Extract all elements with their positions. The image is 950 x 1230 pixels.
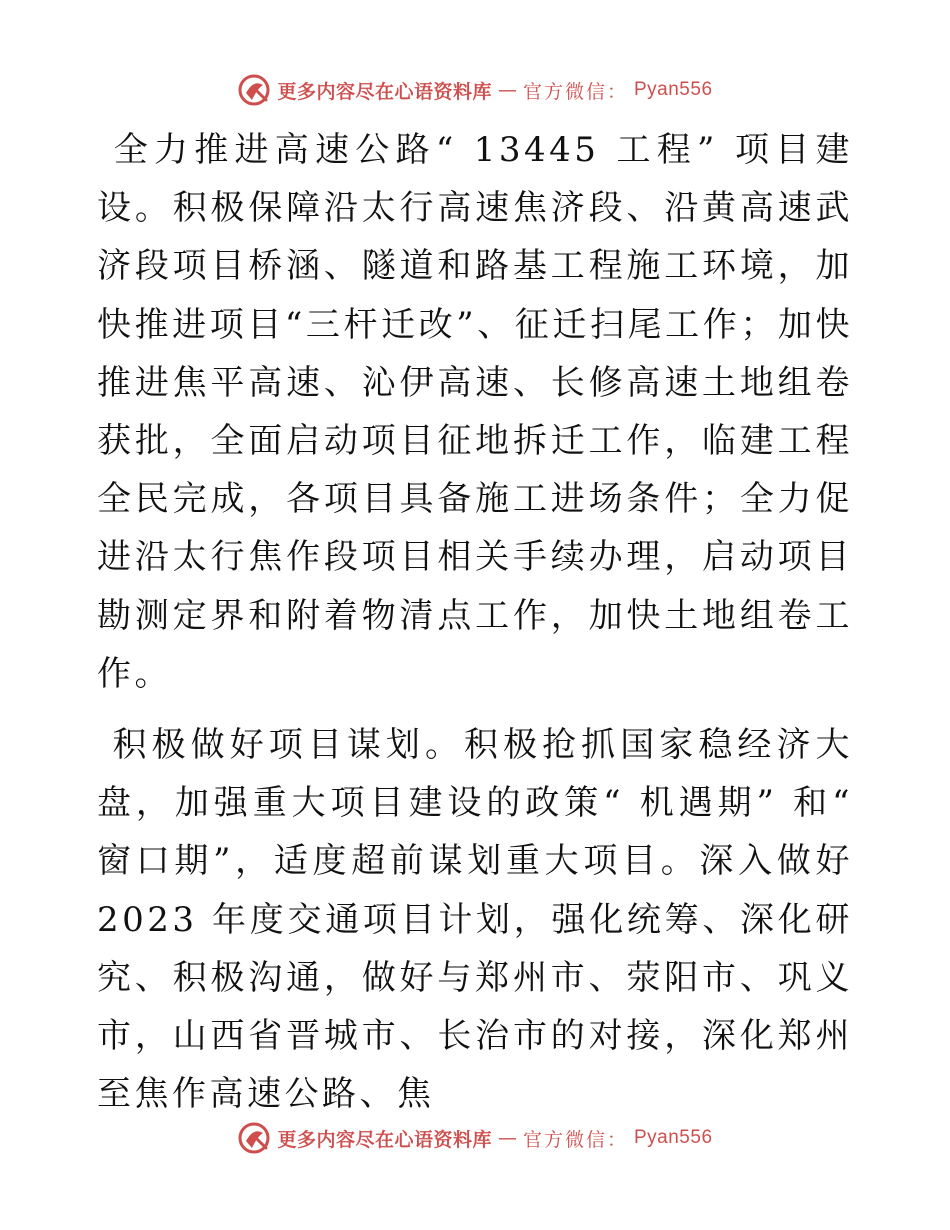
watermark-wechat-id: Pyan556: [634, 79, 713, 100]
watermark-dash: —: [497, 79, 517, 101]
paragraph-project-planning: [97, 716, 853, 1123]
header-watermark: [0, 70, 950, 110]
footer-watermark: [0, 1118, 950, 1158]
watermark-sub-text: 官方微信：: [522, 1128, 628, 1151]
brand-logo-icon: [237, 1121, 271, 1155]
watermark-sub-text: 官方微信：: [522, 80, 628, 103]
document-body: [97, 121, 853, 1123]
watermark-wechat-id: Pyan556: [634, 1127, 713, 1148]
paragraph-text: 积极做好项目谋划。积极抢抓国家稳经济大盘，加强重大项目建设的政策“ 机遇期” 和“ 窗口期”，适度超前谋划重大项目。深入做好 2023 年度交通项目计划，强化统筹、深化研究、积极沟通，做好与郑州市、荥阳市、巩义市，山西省晋城市、长治市的对接，深化郑州至焦作高速公路、焦: [97, 725, 853, 1115]
paragraph-text: 全力推进高速公路“ 13445 工程” 项目建设。积极保障沿太行高速焦济段、沿黄高速武济段项目桥涵、隧道和路基工程施工环境，加快推进项目“三杆迁改”、征迁扫尾工作；加快推进焦平高速、沁伊高速、长修高速土地组卷获批，全面启动项目征地拆迁工作，临建工程全民完成，各项目具备施工进场条件；全力促进沿太行焦作段项目相关手续办理，启动项目勘测定界和附着物清点工作，加快土地组卷工作。: [97, 130, 853, 694]
watermark-main-text: 更多内容尽在心语资料库: [277, 1128, 492, 1151]
watermark-dash: —: [497, 1127, 517, 1149]
brand-logo-icon: [237, 73, 271, 107]
paragraph-highway-projects: [97, 121, 853, 703]
watermark-main-text: 更多内容尽在心语资料库: [277, 80, 492, 103]
